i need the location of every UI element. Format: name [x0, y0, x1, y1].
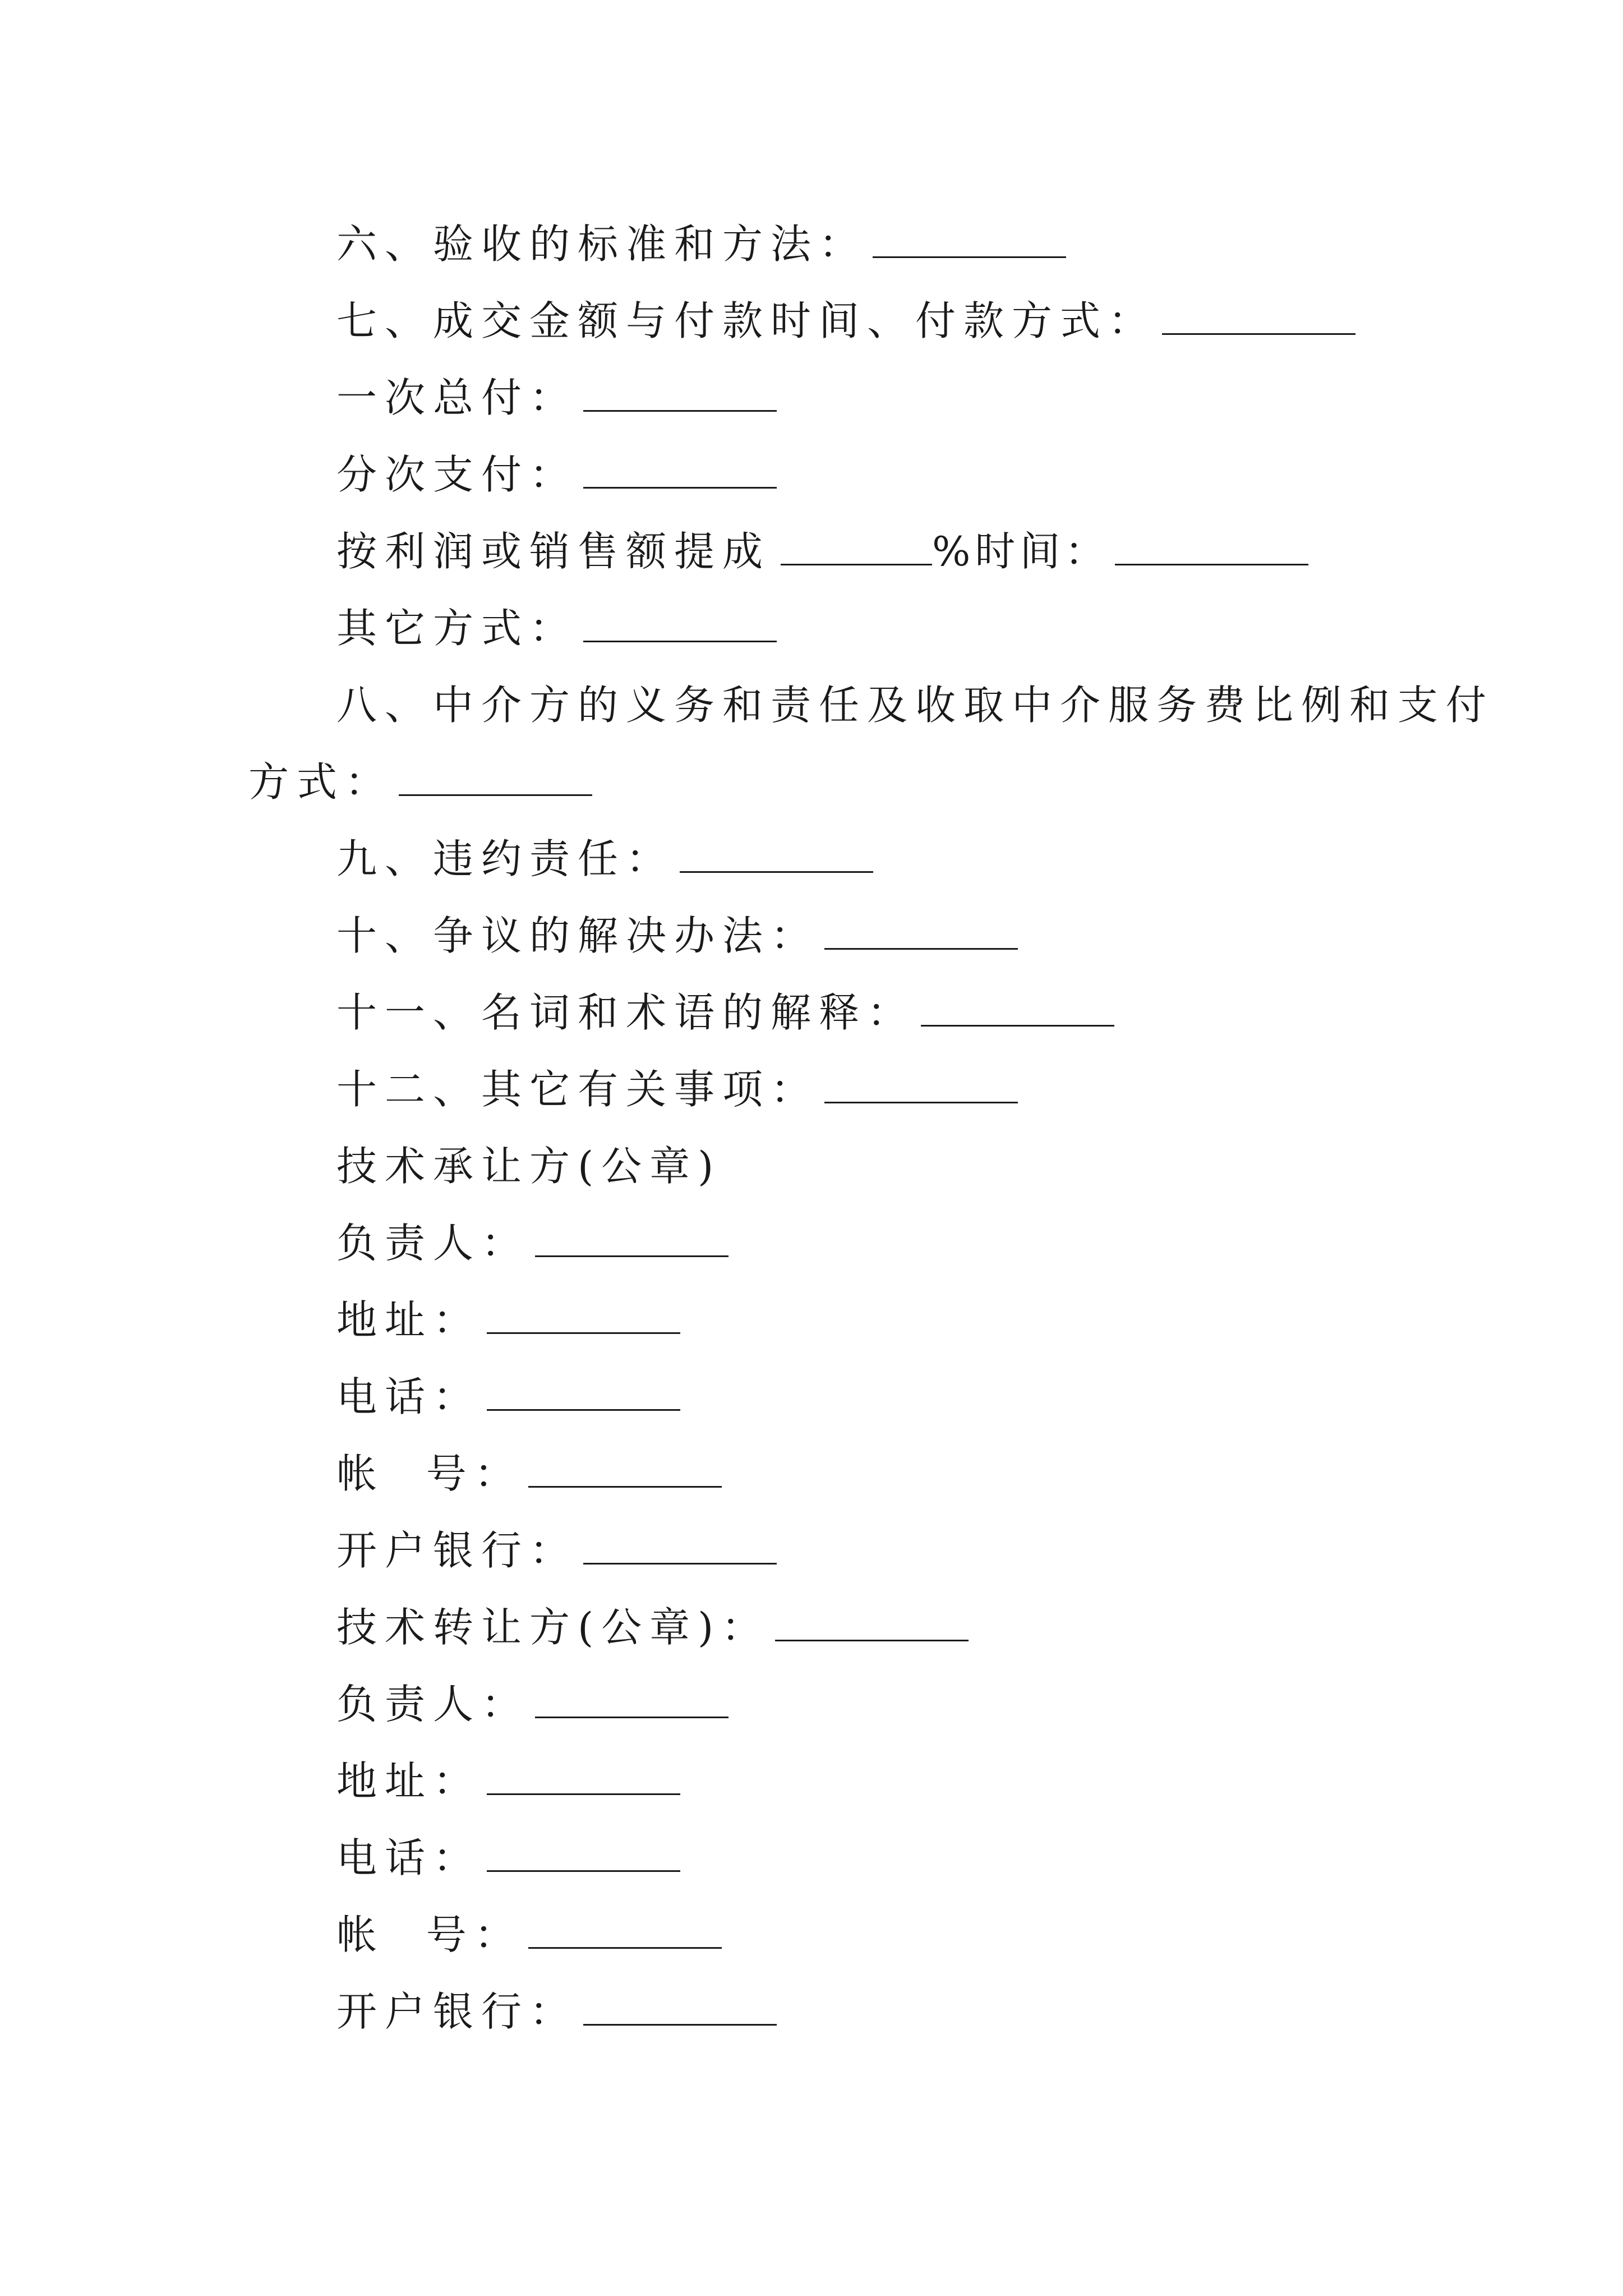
payment-lump-sum-label: 一次总付： — [336, 374, 578, 421]
clause-11 — [336, 984, 1114, 1041]
assignor-address-label: 地址： — [336, 1757, 482, 1805]
assignor-title-blank[interactable] — [775, 1606, 969, 1641]
clause-8-cont-label: 方式： — [248, 758, 394, 806]
clause-8-blank[interactable] — [399, 761, 592, 796]
assignor-phone-blank[interactable] — [487, 1837, 680, 1872]
clause-10-label: 十、争议的解决办法： — [336, 912, 819, 959]
assignor-address-blank[interactable] — [487, 1760, 680, 1795]
assignor-bank-blank[interactable] — [583, 1990, 777, 2026]
clause-9-blank[interactable] — [680, 838, 873, 873]
assignor-address — [336, 1753, 680, 1809]
clause-10 — [336, 908, 1018, 964]
clause-7-label: 七、成交金额与付款时间、付款方式： — [336, 297, 1157, 344]
assignor-bank-label: 开户银行： — [336, 1988, 578, 2035]
payment-other-label: 其它方式： — [336, 605, 578, 652]
payment-installments-blank[interactable] — [583, 453, 777, 489]
assignor-phone-label: 电话： — [336, 1834, 482, 1881]
assignee-phone-blank[interactable] — [487, 1375, 680, 1411]
assignee-title — [336, 1138, 721, 1194]
payment-commission-time-blank[interactable] — [1115, 530, 1308, 565]
assignor-title-label: 技术转让方(公章)： — [336, 1604, 770, 1651]
clause-9-label: 九、违约责任： — [336, 835, 675, 882]
clause-11-blank[interactable] — [921, 991, 1114, 1027]
payment-other — [336, 600, 777, 656]
assignee-responsible-blank[interactable] — [535, 1222, 728, 1257]
assignee-phone-label: 电话： — [336, 1373, 482, 1420]
assignee-bank — [336, 1522, 777, 1579]
assignor-account — [336, 1907, 722, 1963]
payment-commission — [336, 523, 1308, 579]
payment-other-blank[interactable] — [583, 607, 777, 642]
payment-commission-label: 按利润或销售额提成 — [336, 528, 771, 575]
clause-12 — [336, 1061, 1018, 1117]
assignor-bank — [336, 1984, 777, 2040]
clause-12-label: 十二、其它有关事项： — [336, 1066, 819, 1113]
clause-6-blank[interactable] — [873, 223, 1066, 258]
assignor-account-blank[interactable] — [528, 1913, 722, 1949]
assignor-responsible-label: 负责人： — [336, 1681, 530, 1728]
payment-commission-time-label: %时间： — [932, 528, 1110, 575]
assignee-address-label: 地址： — [336, 1296, 482, 1343]
clause-8-cont — [248, 754, 592, 810]
assignor-phone — [336, 1830, 680, 1886]
payment-lump-sum-blank[interactable] — [583, 376, 777, 412]
assignor-responsible — [336, 1676, 728, 1732]
clause-7-blank[interactable] — [1162, 300, 1355, 335]
clause-9 — [336, 831, 873, 887]
clause-7 — [336, 293, 1355, 349]
assignee-account — [336, 1446, 722, 1502]
assignor-title — [336, 1599, 969, 1655]
assignee-address — [336, 1292, 680, 1348]
clause-11-label: 十一、名词和术语的解释： — [336, 989, 916, 1036]
assignor-account-label: 帐 号： — [336, 1911, 523, 1958]
clause-8-label: 八、中介方的义务和责任及收取中介服务费比例和支付 — [336, 682, 1495, 729]
clause-6-label: 六、验收的标准和方法： — [336, 220, 868, 268]
assignee-bank-blank[interactable] — [583, 1529, 777, 1565]
clause-10-blank[interactable] — [824, 914, 1018, 950]
assignee-responsible-label: 负责人： — [336, 1220, 530, 1267]
assignee-account-label: 帐 号： — [336, 1450, 523, 1497]
assignee-bank-label: 开户银行： — [336, 1527, 578, 1574]
clause-12-blank[interactable] — [824, 1068, 1018, 1103]
assignee-responsible — [336, 1215, 728, 1271]
assignee-address-blank[interactable] — [487, 1299, 680, 1334]
assignee-phone — [336, 1369, 680, 1425]
payment-installments — [336, 447, 777, 503]
assignor-responsible-blank[interactable] — [535, 1683, 728, 1718]
assignee-title-label: 技术承让方(公章) — [336, 1143, 722, 1190]
payment-commission-percent-blank[interactable] — [781, 530, 932, 565]
assignee-account-blank[interactable] — [528, 1452, 722, 1488]
clause-8 — [336, 677, 1494, 733]
clause-6 — [336, 216, 1066, 272]
payment-installments-label: 分次支付： — [336, 451, 578, 498]
payment-lump-sum — [336, 370, 777, 426]
